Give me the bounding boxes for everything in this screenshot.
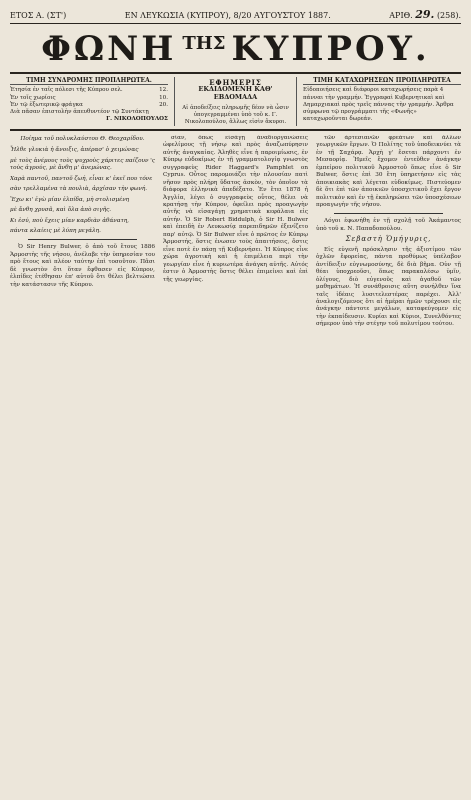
receipt-note: Αἱ ἀποδείξεις πληρωμῆς δέον νὰ ὦσιν ὑπογεγραμμέναι ὑπὸ τοῦ κ. Γ. Νικολοπούλου, ἄλλως εἰσὶν ἄκυροι.: [182, 104, 289, 125]
paper-type: ΕΦΗΜΕΡΙΣ: [209, 78, 262, 87]
poem: [10, 147, 155, 235]
paper-frequency: ΕΚΔΙΔΟΜΕΝΗ ΚΑΘ' ΕΒΔΟΜΑΔΑ: [198, 85, 273, 101]
poem-line: μὲ ἄνθη χρυσᾶ, καὶ ὅλα ἀπὸ σιγῆς.: [10, 207, 112, 214]
article-columns: [10, 135, 461, 775]
sub-address: Διὰ πᾶσαν ἐπιστολὴν ἀπευθυντέον τῷ Συντάκτῃ: [10, 109, 149, 116]
article-paragraph: τῶν ἀρτεσιανῶν φρεάτων καὶ ἄλλων γεωργικῶν ἔργων. Ὁ Πολίτης τοῦ ὑποδεικνύει τὰ ἐν τῇ Σαχάρᾳ. Ἀρχὴ γ' ἔσεται πάρχοντι ἐν Μεσαορίᾳ. Ἡμεῖς ἔχομεν ἐντεῦθεν ἀνάγκην ἐμπείρου πολιτικοῦ Ἁρμοστοῦ ὅπως εἶνε ὁ Sir Bulwer, ὅστις ἐπὶ 30 ἔτη ὑπηρετήσεν εἰς τὰς ἀποικιακὰς καὶ λέγεται εὐδοκίμως. Πιστεύομεν δὲ ὅτι ἐπὶ τῶν ἀποικιῶν ὑποσχετικοῦ ἔχει ἔργον πολιτικὸν καὶ ἐν τῇ ἐκπληρώσει τῶν ὑποσχέσεων προαγωγὴν τῆς νήσου.: [316, 134, 461, 208]
speech-intro: Λόγοι ἐφωνήθη ἐν τῇ σχολῇ τοῦ Ἀκάμαντος ὑπὸ τοῦ κ. Ν. Παπαδοπούλου.: [316, 218, 461, 232]
poem-title: Ποίημα τοῦ πολυκλαύστου Θ. Θεοχαρίδου.: [20, 135, 145, 142]
article-paragraph: σίαν, ὅπως εἰσάγῃ ἀναδιοργανώσεις ὠφελίμους τῇ νήσῳ καὶ πρὸς ἀναζωπύρησιν αὐτῆς ἀναγκαίας. Ἀληθὲς εἶνε ἡ παροιμίωσις, ἐν Κύπρῳ εὐδοκίμως ἐν τῇ γραμματολογίᾳ γνωστὸς συγγραφεὺς Rider Haggard's Pamphlet on Cyprus. Οὗτος παρομοιάζει τὴν πλουσίαν πατὶ νῆσον πρὸς πλήρη ὕδατος ἀσκὸν, τὸν ὁποῖον τὰ διάφορα ἐλληνικὰ ἀπεδέξατο. Ἐν ἔτει 1878 ἡ Ἀγγλία, λέγει ὁ συγγραφεὺς οὗτος, θέλει νὰ κρατήσῃ τὴν Κύπρον, ὀφείλει πρὸς προαγωγὴν αὐτῆς νὰ εἰσαγάγῃ χρηματικὰ κεφάλαια εἰς αὐτήν. Ὁ Sir Robert Biddulph, ὁ Sir H. Bulwer καὶ ἐπειδὴ ἐν Λευκωσίᾳ παρεπιδημῶν ἐξενίζετο παρ' αὐτῷ. Ὁ Sir Bulwer εἶνε ὁ πρῶτος ἐν Κύπρῳ Ἁρμοστής, ὅστις ἐνωσεν τοὺς ἀπαιτήσεις, ὅστις εἶνε ποτὲ ἐν πάσῃ τῇ Κυβερνήσει. Ἡ Κύπρος εἶνε χώρα ἀγροτικὴ καὶ ἡ ἐπιμέλεια περὶ τὴν γεωργίαν εἶνε ἡ κυριωτέρα ἀνάγκη αὐτῆς. Αὐτός ἐστιν ὁ Ἁρμοστὴς ὅστις θέλει ἐπιμείνει καὶ ἐπὶ τῆς γεωργίας.: [163, 134, 308, 283]
poem-line: Χαρὰ παντοῦ, παντοῦ ζωή, εἶναι κ' ἐκεῖ που τόνε: [10, 175, 153, 182]
masthead-right: ΚΥΠΡΟΥ.: [231, 29, 430, 69]
sub-line: Ἐν τῷ ἐξωτερικῷ φράγκα 20.: [10, 101, 168, 108]
ads-heading: ΤΙΜΗ ΚΑΤΑΧΩΡΗΣΕΩΝ ΠΡΟΠΛΗΡΩΤΕΑ: [303, 77, 461, 85]
masthead-left: ΦΩΝΗ: [41, 29, 177, 69]
poem-line: πάντα κλαίεις μὲ λύπη μεγάλη.: [10, 227, 101, 234]
masthead-mid: ΤΗΣ: [182, 32, 226, 54]
column-1: [10, 135, 155, 775]
divider: [334, 213, 443, 214]
poem-line: σὰν τρελλαμένα τὰ πουλιὰ, ἀρχίσαν τὴν φωνή.: [10, 186, 148, 193]
divider: [28, 239, 137, 240]
sub-line: Ἐν τοῖς χωρίοις 10.: [10, 94, 168, 101]
header-boxes: [10, 72, 461, 131]
column-2: [163, 135, 308, 775]
masthead: [10, 28, 461, 70]
subscription-box: [10, 77, 168, 126]
column-3: [316, 135, 461, 775]
sub-line: Ἐτησία ἐν ταῖς πόλεσι τῆς Κύπρου σελ. 12.: [10, 87, 168, 94]
poem-line: μὲ τοὺς ἀνέμους τοὺς ψυχροὺς χάριτες παίζουν 'ς τοὺς ἀγρούς, μὲ ἄνθη μ' ἀνεμώνας.: [10, 157, 155, 172]
editor-name: Γ. ΝΙΚΟΛΟΠΟΥΛΟΣ: [106, 116, 168, 123]
issue-line: [10, 8, 461, 24]
article-paragraph: Ὁ Sir Henry Bulwer, ὁ ἀπὸ τοῦ ἔτους 1886 Ἁρμοστὴς τῆς νήσου, ἀνέλαβε τὴν ὑπηρεσίαν του πρὸ ἔτους καὶ πλέον ταύτην ἐπὶ τοσοῦτον. Πᾶσι δὲ γνωστὸν ὅτι ὅταν ἔφθασεν εἰς Κύπρον, ἐλπίδες ἐτέθησαν ἐπ' αὐτοῦ ὅτι θέλει βελτιώσει τὴν κατάστασιν τῆς Κύπρου.: [10, 244, 155, 288]
poem-line: Κι ἐσύ, ποὺ ἔχεις μίαν καρδιὰν ἀθάνατη,: [10, 217, 129, 224]
center-box: [174, 77, 297, 126]
issue-label: ΕΤΟΣ Α. (ΣΤ'): [10, 11, 67, 20]
article-paragraph: Εἰς εὐγενῆ πρόσκλησιν τῆς ἀξιοτίμου τῶν ὀχλῶν ἔφορείας, πάντα προθύμως ὑπέλαβον ἀντίδειξιν εὐγνωμοσύνης, δὲ διὰ βῆμα. Οὐν τῇ θέαι ὑποχρεοῦσι, ὅπως παρακαλέσω ὑμῖν, ὀλίγους, διὸ εὐγενοῦς καὶ ἀγαθοῦ τῶν μαθημάτων. Ἡ συνάθροισις αὕτη συνήλθεν ἵνα ταῖς ἰδέαις λυσιτελεστέρας παρέχει. Ἀλλ' ἀναλογιζόμενος ὅτι αἱ ἡμέραι ἡμῶν τρέχουσι εἰς ἀνάγκην πάντοτε μεγάλων, καταφεύγομεν εἰς τὴν ἐκπαίδευσιν. Κυρίαι καὶ Κύριοι, Συνελθόντες σήμερον ὑπὸ τὴν στέγην τοῦ πολυτίμου τούτου.: [316, 246, 461, 328]
speech-heading: Σεβαστὴ Ὁμήγυρις,: [345, 235, 432, 244]
ads-box: [303, 77, 461, 126]
subscription-heading: ΤΙΜΗ ΣΥΝΔΡΟΜΗΣ ΠΡΟΠΛΗΡΩΤΕΑ.: [10, 77, 168, 85]
ads-text: Εἰδοποιήσεις καὶ διάφοροι καταχωρήσεις παρὰ 4 πάνναι τὴν γραμμήν. Ἐγγραφαὶ Κυβερνητικαὶ καὶ Δημαρχιακαὶ πρὸς τρεῖς πάννας τὴν γραμμήν. Ἀρθρα σύμφωνα τῷ προγράμματι τῆς «Φωνῆς» καταχωροῦνται δωρεάν.: [303, 87, 454, 123]
poem-line: Ἦλθε γλυκιὰ ἡ ἄνοιξις, ἀπέρασ' ὁ χειμώνας: [10, 147, 139, 154]
issue-number: ΑΡΙΘ. 29. (258).: [389, 8, 461, 21]
poem-line: Ἔχω κι' ἐγὼ μίαν ἐλπίδα, μὴ στολισμένη: [10, 196, 130, 203]
date-line: ΕΝ ΛΕΥΚΩΣΙΑ (ΚΥΠΡΟΥ), 8/20 ΑΥΓΟΥΣΤΟΥ 1887.: [124, 11, 331, 20]
